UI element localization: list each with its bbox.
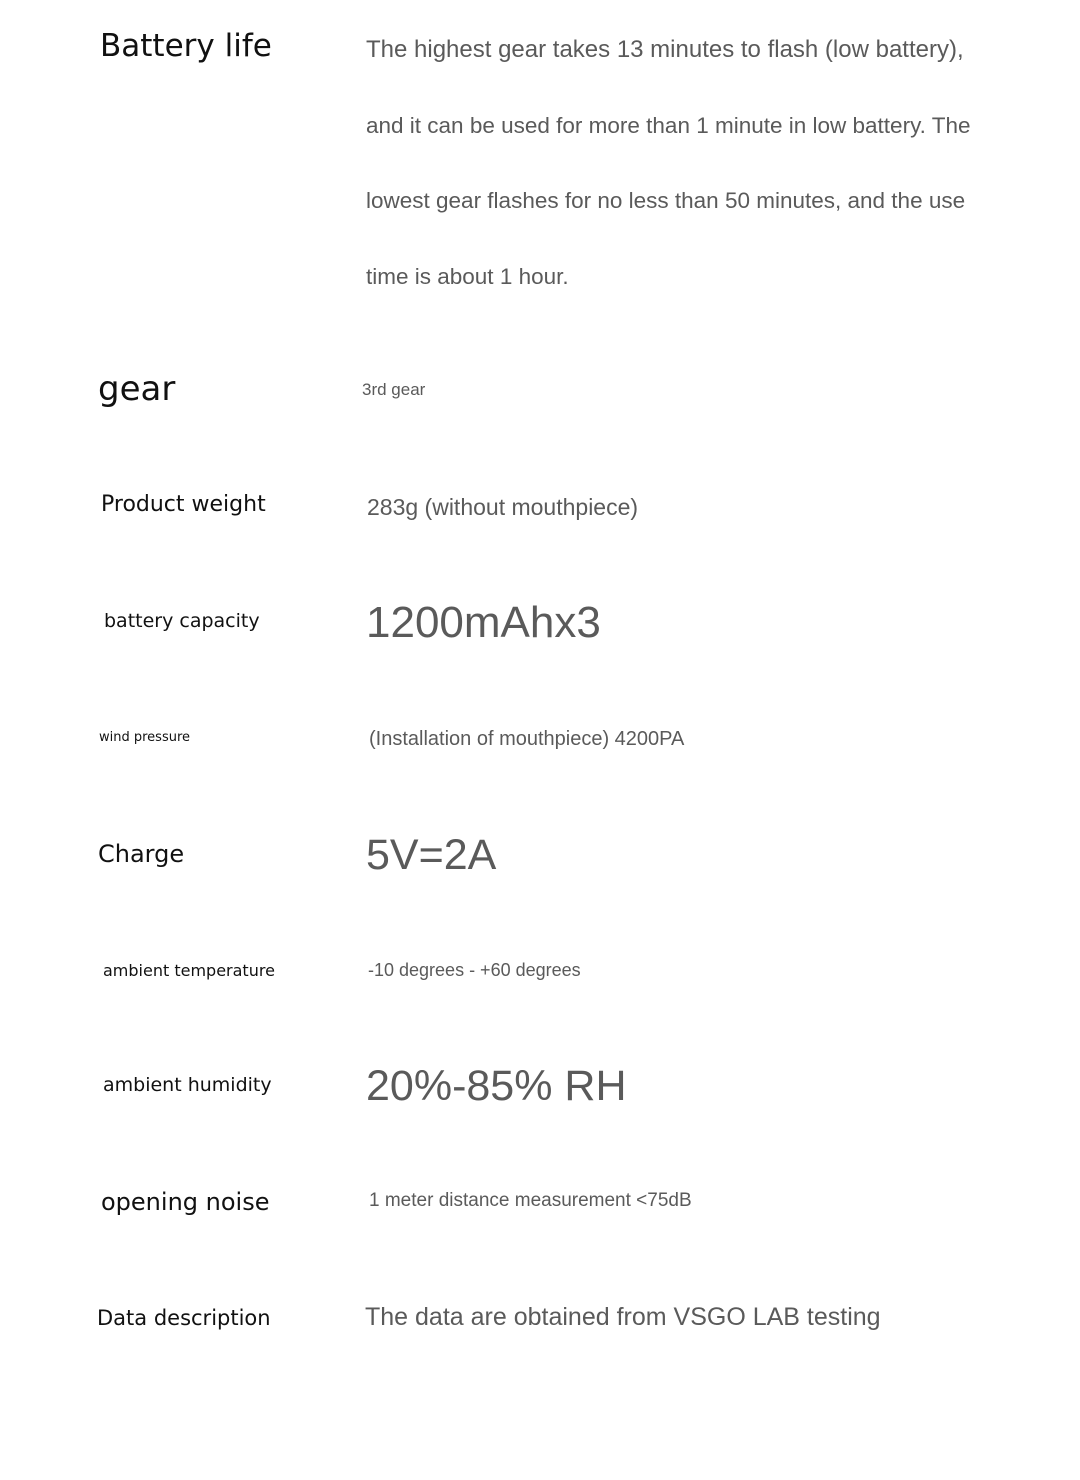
spec-label-battery-life: Battery life	[100, 28, 272, 64]
spec-value-ambient-humidity: 20%-85% RH	[366, 1062, 627, 1110]
battery-life-line: and it can be used for more than 1 minute in low battery. The	[366, 112, 971, 138]
spec-value-battery-capacity: 1200mAhx3	[366, 598, 601, 647]
spec-value-battery-life	[366, 28, 1006, 330]
spec-label-opening-noise: opening noise	[101, 1188, 270, 1216]
spec-value-wind-pressure: (Installation of mouthpiece) 4200PA	[369, 728, 685, 750]
spec-label-ambient-humidity: ambient humidity	[103, 1074, 272, 1096]
spec-value-opening-noise: 1 meter distance measurement <75dB	[369, 1190, 692, 1211]
spec-label-ambient-temperature: ambient temperature	[103, 961, 275, 980]
spec-value-ambient-temperature: -10 degrees - +60 degrees	[368, 960, 581, 980]
spec-label-battery-capacity: battery capacity	[104, 610, 260, 632]
spec-value-product-weight: 283g (without mouthpiece)	[367, 494, 639, 520]
battery-life-line: time is about 1 hour.	[366, 263, 569, 289]
spec-label-gear: gear	[98, 369, 176, 409]
spec-value-data-description: The data are obtained from VSGO LAB testing	[365, 1303, 881, 1331]
spec-label-data-description: Data description	[97, 1306, 271, 1330]
spec-value-gear: 3rd gear	[362, 380, 426, 399]
spec-label-product-weight: Product weight	[101, 492, 266, 517]
battery-life-line: lowest gear flashes for no less than 50 minutes, and the use	[366, 188, 966, 213]
spec-value-charge: 5V=2A	[366, 831, 497, 879]
battery-life-line: The highest gear takes 13 minutes to flash (low battery),	[366, 36, 964, 63]
spec-label-wind-pressure: wind pressure	[99, 730, 191, 745]
spec-label-charge: Charge	[98, 840, 185, 868]
